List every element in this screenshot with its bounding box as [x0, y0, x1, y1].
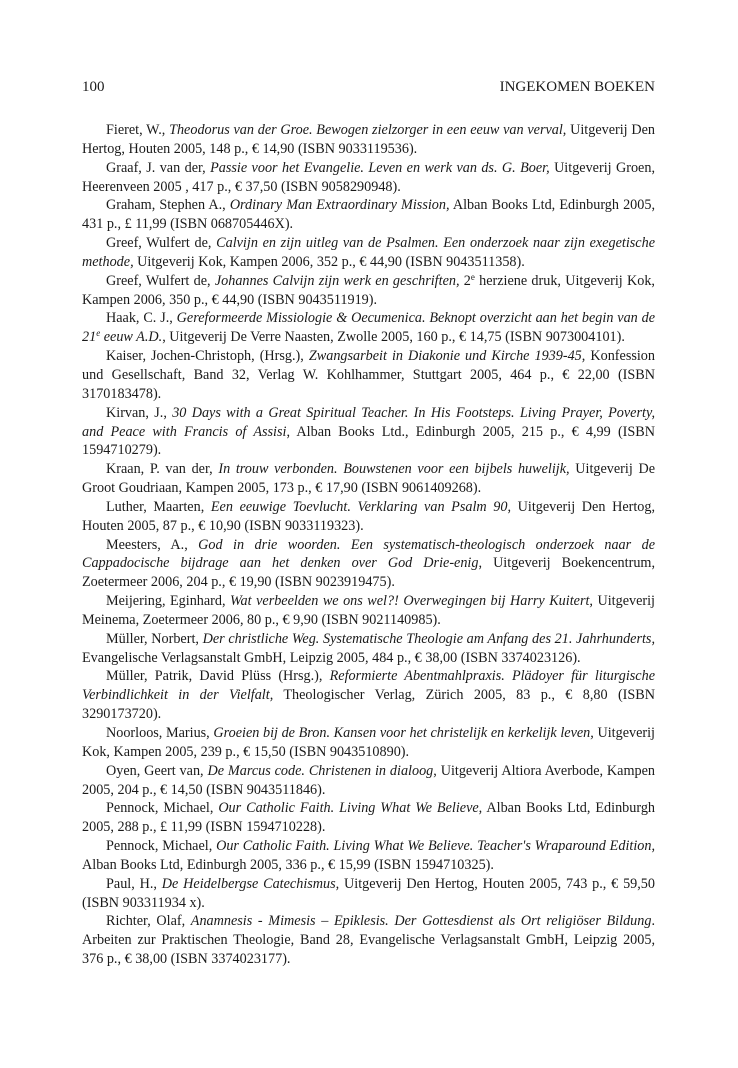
book-title: 30 Days with a Great Spiritual Teacher. In His Footsteps. Living Prayer, Poverty, and Peace with Francis of Assisi	[82, 404, 656, 440]
book-title: Calvijn en zijn uitleg van de Psalmen. Een onderzoek naar zijn exegetische methode,	[82, 235, 655, 270]
entry-text: Noorloos, Marius,	[106, 725, 214, 741]
book-title: Theodorus van der Groe. Bewogen zielzorger in een eeuw van verval,	[169, 122, 567, 138]
book-entry	[82, 309, 655, 347]
entry-text: , Uitgeverij Altiora Averbode, Kampen 2005, 204 p., € 14,50 (ISBN 9043511846).	[82, 762, 655, 798]
book-entry	[82, 762, 655, 800]
entry-text: Fieret, W.,	[106, 122, 170, 138]
book-entry	[82, 196, 655, 234]
superscript: e	[470, 271, 475, 282]
entry-text: Konfession und Gesellschaft, Band 32, Verlag W. Kohlhammer, Stuttgart 2005, 464 p., € 22,00 (ISBN 3170183478).	[82, 348, 655, 402]
book-title: Johannes Calvijn zijn werk en geschriften,	[214, 272, 460, 289]
entry-text: Uitgeverij De Groot Goudriaan, Kampen 2005, 173 p., € 17,90 (ISBN 9061409268).	[82, 461, 655, 497]
entry-text: Evangelische Verlagsanstalt GmbH, Leipzig 2005, 484 p., € 38,00 (ISBN 3374023126).	[82, 649, 581, 666]
book-title: Een eeuwige Toevlucht. Verklaring van Psalm 90,	[210, 498, 512, 515]
book-entry	[82, 837, 655, 875]
entry-text: Müller, Norbert,	[106, 630, 203, 647]
entry-text: Haak, C. J.,	[106, 310, 177, 327]
entry-text: Alban Books Ltd, Edinburgh 2005, 336 p., € 15,99 (ISBN 1594710325).	[82, 856, 494, 873]
entry-text: Kaiser, Jochen-Christoph, (Hrsg.),	[106, 348, 309, 365]
entry-text: Luther, Maarten,	[106, 498, 211, 515]
book-entry	[82, 912, 655, 969]
entry-text: Müller, Patrik, David Plüss (Hrsg.),	[106, 668, 330, 685]
entry-text: Uitgeverij Den Hertog, Houten 2005, 87 p., € 10,90 (ISBN 9033119323).	[82, 498, 656, 534]
entry-text: , Uitgeverij Boekencentrum, Zoetermeer 2006, 204 p., € 19,90 (ISBN 9023919475).	[82, 555, 655, 591]
book-entry	[82, 347, 655, 404]
entry-text: Paul, H.,	[106, 875, 162, 892]
entry-text: Meijering, Eginhard,	[106, 593, 231, 610]
book-entry	[82, 272, 655, 310]
entry-text: . Arbeiten zur Praktischen Theologie, Band 28, Evangelische Verlagsanstalt GmbH, Leipzig 2005, 376 p., € 38,00 (ISBN 3374023177).	[82, 913, 655, 968]
entry-text: Alban Books Ltd, Edinburgh 2005, 288 p., £ 11,99 (ISBN 1594710228).	[82, 800, 656, 836]
entry-text: , Alban Books Ltd., Edinburgh 2005, 215 p., € 4,99 (ISBN 1594710279).	[82, 423, 655, 459]
entry-text: Pennock, Michael,	[106, 800, 219, 817]
entry-text: Uitgeverij Meinema, Zoetermeer 2006, 80 p., € 9,90 (ISBN 9021140985).	[82, 593, 655, 628]
book-title: Zwangsarbeit in Diakonie und Kirche 1939-45,	[308, 348, 586, 365]
entry-text: herziene druk, Uitgeverij Kok, Kampen 2006, 350 p., € 44,90 (ISBN 9043511919).	[82, 272, 655, 308]
book-title: God in drie woorden. Een systematisch-theologisch onderzoek naar de Cappadocische bijdrage aan het denken over God Drie-enig	[82, 536, 655, 572]
book-title: Groeien bij de Bron. Kansen voor het christelijk en kerkelijk leven,	[213, 725, 594, 741]
book-title: Ordinary Man Extraordinary Mission,	[229, 197, 450, 214]
entry-text: Uitgeverij Kok, Kampen 2006, 352 p., € 44,90 (ISBN 9043511358).	[133, 253, 525, 270]
book-entry	[82, 536, 655, 593]
book-entry	[82, 498, 655, 536]
book-title: De Marcus code. Christenen in dialoog	[207, 762, 434, 779]
book-entry	[82, 404, 655, 461]
entry-text: Greef, Wulfert de,	[106, 272, 215, 289]
book-entry	[82, 799, 655, 837]
book-title: Passie voor het Evangelie. Leven en werk van ds. G. Boer,	[210, 159, 550, 176]
entry-text: Greef, Wulfert de,	[106, 235, 217, 252]
book-title: Anamnesis - Mimesis – Epiklesis. Der Gottesdienst als Ort religiöser Bildung	[190, 913, 652, 930]
book-title: De Heidelbergse Catechismus,	[161, 875, 340, 892]
book-entry	[82, 234, 655, 272]
entry-text: , Uitgeverij De Verre Naasten, Zwolle 2005, 160 p., € 14,75 (ISBN 9073004101).	[162, 329, 625, 346]
book-title: Reformierte Abentmahlpraxis. Plädoyer für liturgische Verbindlichkeit in der Vielfalt,	[82, 668, 655, 704]
entry-text: Graham, Stephen A.,	[106, 197, 230, 214]
entry-text: Uitgeverij Den Hertog, Houten 2005, 148 p., € 14,90 (ISBN 9033119536).	[82, 122, 656, 157]
running-header	[82, 77, 655, 97]
superscript: e	[96, 328, 101, 339]
entry-text: Oyen, Geert van,	[106, 762, 208, 779]
entry-text: Uitgeverij Den Hertog, Houten 2005, 743 p., € 59,50 (ISBN 903311934 x).	[82, 875, 655, 911]
book-entry	[82, 159, 655, 197]
entry-text: Richter, Olaf,	[106, 913, 191, 930]
book-title: Our Catholic Faith. Living What We Believe. Teacher's Wraparound Edition,	[216, 838, 655, 855]
entry-text: 2	[459, 272, 471, 289]
book-entry	[82, 592, 655, 630]
book-title: Our Catholic Faith. Living What We Believe,	[218, 800, 483, 817]
entry-text: Uitgeverij Groen, Heerenveen 2005 , 417 p., € 37,50 (ISBN 9058290948).	[82, 159, 655, 195]
book-title: eeuw A.D.	[100, 329, 163, 346]
entry-text: Theologischer Verlag, Zürich 2005, 83 p., € 8,80 (ISBN 3290173720).	[82, 687, 655, 723]
book-title: Gereformeerde Missiologie & Oecumenica. Beknopt overzicht aan het begin van de 21	[82, 310, 655, 346]
book-title: In trouw verbonden. Bouwstenen voor een bijbels huwelijk,	[218, 461, 570, 478]
entry-text: Kirvan, J.,	[106, 404, 173, 421]
entry-text: Uitgeverij Kok, Kampen 2005, 239 p., € 15,50 (ISBN 9043510890).	[82, 725, 655, 760]
entry-text: Kraan, P. van der,	[106, 461, 219, 478]
entry-text: Graaf, J. van der,	[106, 159, 211, 176]
entry-text: Alban Books Ltd, Edinburgh 2005, 431 p., £ 11,99 (ISBN 068705446X).	[82, 197, 655, 233]
book-entry	[82, 630, 655, 668]
page-number: 100	[82, 79, 105, 95]
book-entry	[82, 875, 655, 913]
book-entry	[82, 724, 655, 762]
book-title: Wat verbeelden we ons wel?! Overwegingen bij Harry Kuitert,	[230, 593, 593, 610]
book-entry	[82, 121, 655, 159]
entry-text: Meesters, A.,	[106, 536, 199, 553]
section-title: INGEKOMEN BOEKEN	[499, 79, 655, 95]
book-entry	[82, 667, 655, 724]
book-list	[82, 121, 655, 969]
entry-text: Pennock, Michael,	[106, 838, 217, 855]
book-entry	[82, 460, 655, 498]
book-title: Der christliche Weg. Systematische Theologie am Anfang des 21. Jahrhunderts,	[202, 630, 655, 647]
